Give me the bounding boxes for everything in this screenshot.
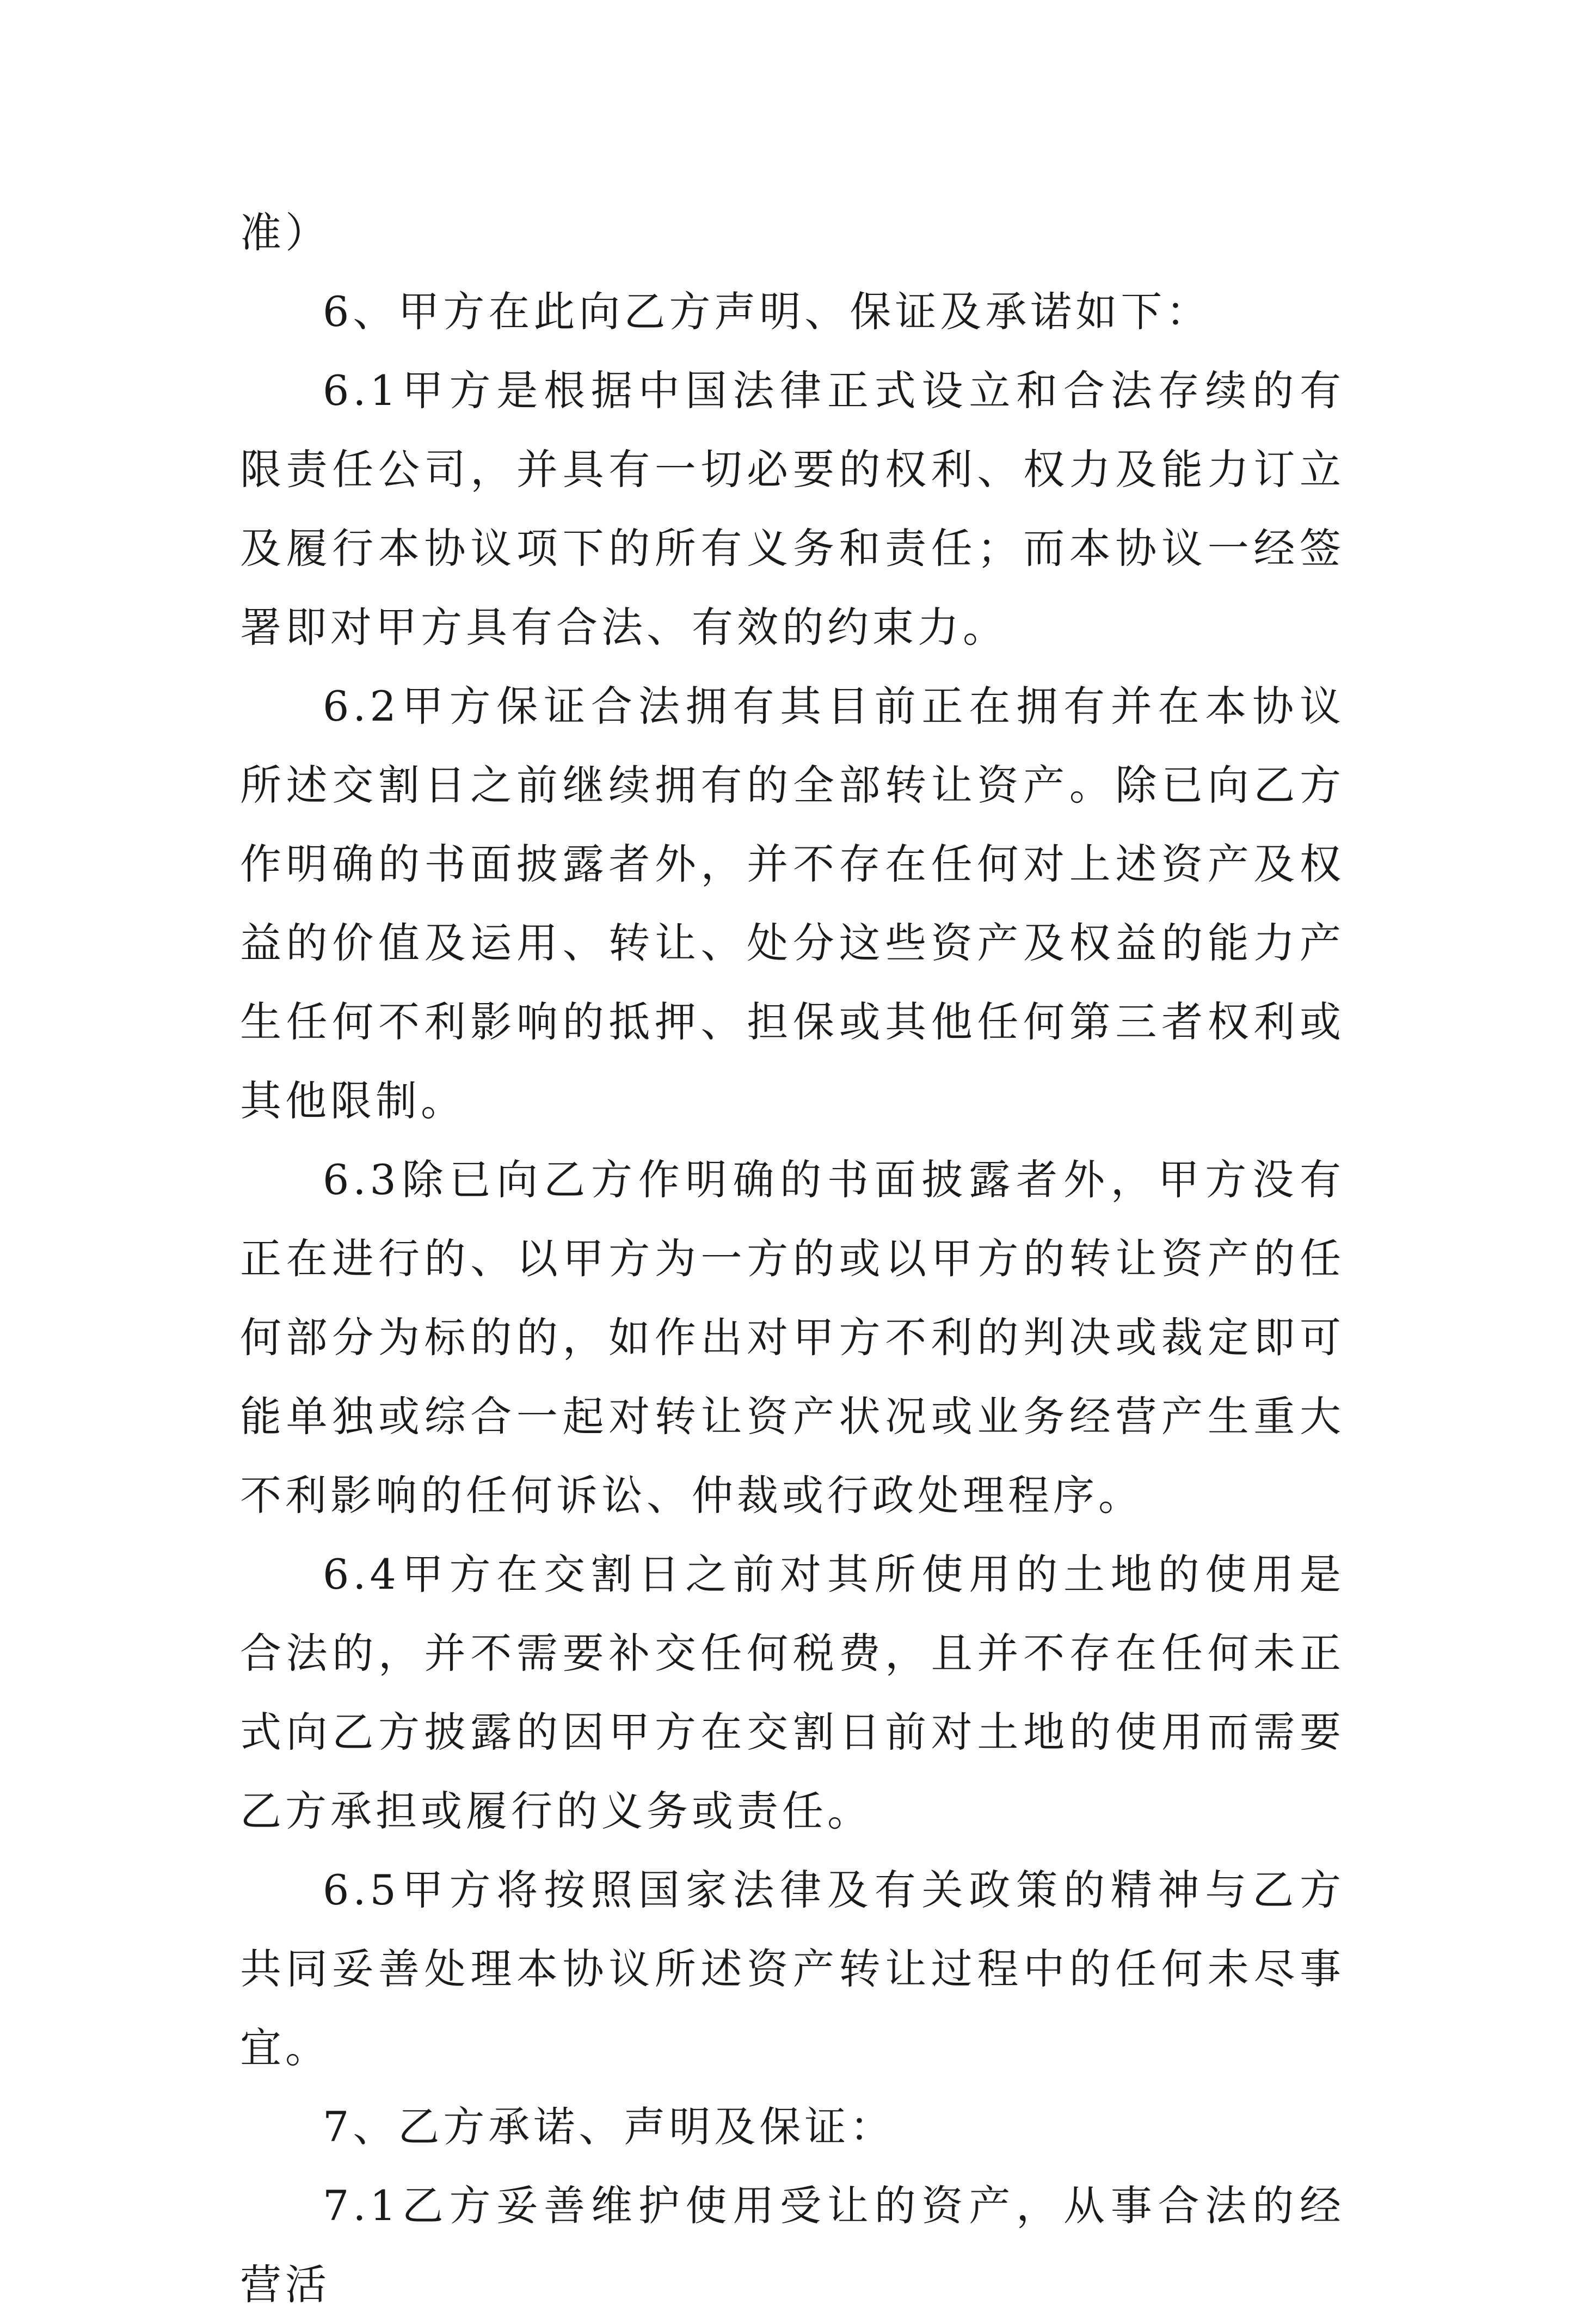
- clause-6-1: 6.1甲方是根据中国法律正式设立和合法存续的有限责任公司，并具有一切必要的权利、权力及能力订立及履行本协议项下的所有义务和责任；而本协议一经签署即对甲方具有合法、有效的约束力。: [240, 366, 1345, 651]
- clause-6-3: 6.3除已向乙方作明确的书面披露者外，甲方没有正在进行的、以甲方为一方的或以甲方的转让资产的任何部分为标的的，如作出对甲方不利的判决或裁定即可能单独或综合一起对转让资产状况或业务经营产生重大不利影响的任何诉讼、仲裁或行政处理程序。: [240, 1155, 1345, 1520]
- clause-7-heading: 7、乙方承诺、声明及保证：: [323, 2102, 895, 2151]
- document-body: [240, 193, 1345, 2324]
- paragraph-continuation: 准）: [240, 208, 330, 257]
- clause-6-heading: 6、甲方在此向乙方声明、保证及承诺如下：: [323, 287, 1211, 336]
- clause-7-1: 7.1乙方妥善维护使用受让的资产，从事合法的经营活: [240, 2181, 1345, 2309]
- clause-6-5: 6.5甲方将按照国家法律及有关政策的精神与乙方共同妥善处理本协议所述资产转让过程中的任何未尽事宜。: [240, 1866, 1345, 2072]
- clause-6-4: 6.4甲方在交割日之前对其所使用的土地的使用是合法的，并不需要补交任何税费，且并不存在任何未正式向乙方披露的因甲方在交割日前对土地的使用而需要乙方承担或履行的义务或责任。: [240, 1550, 1345, 1835]
- clause-6-2: 6.2甲方保证合法拥有其目前正在拥有并在本协议所述交割日之前继续拥有的全部转让资产。除已向乙方作明确的书面披露者外，并不存在任何对上述资产及权益的价值及运用、转让、处分这些资产及权益的能力产生任何不利影响的抵押、担保或其他任何第三者权利或其他限制。: [240, 682, 1345, 1125]
